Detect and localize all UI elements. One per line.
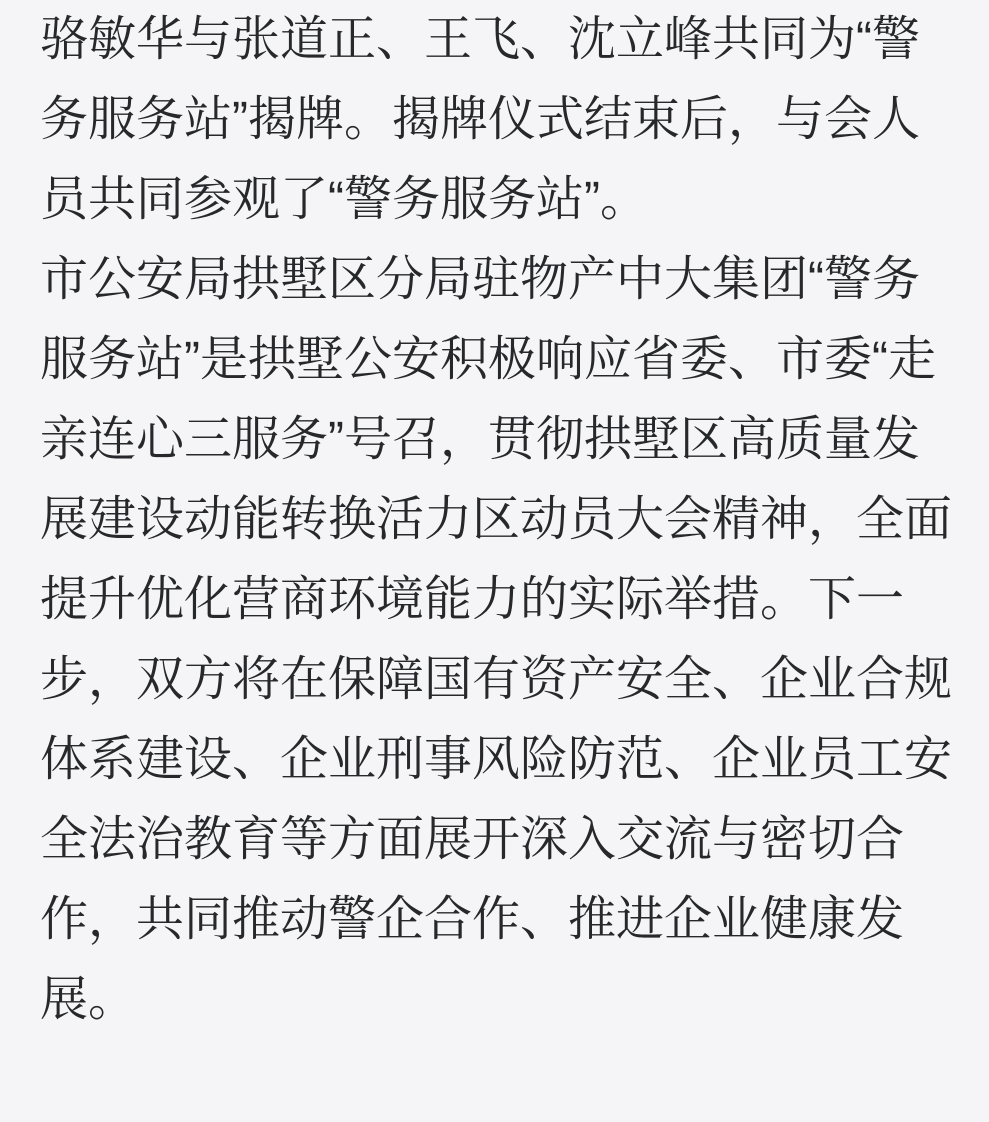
text-line: 全法治教育等方面展开深入交流与密切合: [40, 813, 905, 866]
text-line: 务服务站”揭牌。揭牌仪式结束后，与会人: [40, 93, 920, 146]
text-line: 服务站”是拱墅公安积极响应省委、市委“走: [40, 333, 936, 386]
text-line: 展。: [40, 973, 137, 1026]
text-line: 员共同参观了“警务服务站”。: [40, 173, 648, 226]
text-line: 作，共同推动警企合作、推进企业健康发: [40, 893, 905, 946]
text-line: 体系建设、企业刑事风险防范、企业员工安: [40, 733, 953, 786]
text-line: 市公安局拱墅区分局驻物产中大集团“警务: [40, 253, 920, 306]
text-line: 展建设动能转换活力区动员大会精神，全面: [40, 493, 953, 546]
text-line: 骆敏华与张道正、王飞、沈立峰共同为“警: [40, 13, 920, 66]
text-line: 提升优化营商环境能力的实际举措。下一: [40, 573, 905, 626]
text-line: 步，双方将在保障国有资产安全、企业合规: [40, 653, 953, 706]
text-line: 亲连心三服务”号召，贯彻拱墅区高质量发: [40, 413, 920, 466]
